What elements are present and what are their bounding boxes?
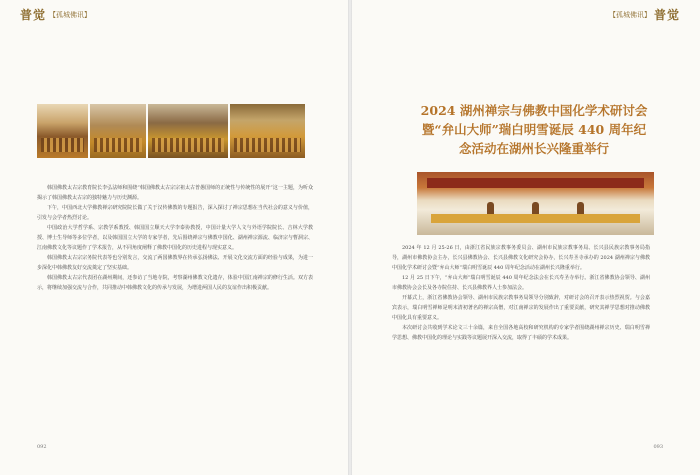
event-photo [37,104,88,158]
article-title [414,101,654,158]
event-photo [90,104,146,158]
speaker-figure [577,202,584,214]
column-tag: 【孤城佛讯】 [49,10,92,19]
paragraph: 韩国佛教太古宗代表团在湖州期间，还参访了当地寺院，考察湖州佛教文化遗存，体验中国江南禅宗的修行生活。双方表示，将继续加强交流与合作，共同推动中韩佛教文化的传承与发展，为增进两国人民的友谊作出积极贡献。 [37,275,313,291]
article-body [392,243,650,343]
right-page [352,0,700,475]
left-header [20,6,91,23]
crowd-figures [41,138,84,152]
paragraph: 2024 年 12 月 25-26 日，由浙江省民族宗教事务委员会、湖州市民族宗教事务局、长兴县民族宗教事务局指导，湖州市佛教协会主办，长兴县佛教协会、长兴县佛教文化研究会协办，长兴寿圣寺承办的 2024 湖州禅宗与佛教中国化学术研讨会暨“弁山大师”瑞白明雪诞辰 440 周年纪念活动在湖州长兴隆重举行。 [392,245,650,271]
conference-photo [417,172,654,235]
paragraph: 中国政治大学哲学系、宗教学系教授、韩国国立顺天大学李泰协教授，中国计量大学人文与外语学院院长、吉林大学教授、博士生导师等多位学者，以及韩国国立大学的专家学者，先后围绕禅宗与佛教中国化、湖州禅宗源流、临济宗与曹洞宗、江南佛教文化等议题作了学术报告，从不同角度阐释了佛教中国化的历史进程与现实意义。 [37,225,313,251]
paragraph: 本次研讨会共收到学术论文三十余篇，来自全国各地高校和研究机构的专家学者围绕湖州禅宗历史、瑞白明雪禅学思想、佛教中国化的理论与实践等议题展开深入交流，取得了丰硕的学术成果。 [392,325,650,341]
crowd-figures [152,138,224,152]
photo-strip [37,104,305,158]
paragraph: 开幕式上，浙江省佛教协会领导、湖州市民族宗教事务局领导分别致辞，对研讨会的召开表示热烈祝贺。与会嘉宾表示，瑞白明雪禅师是明末清初著名的禅宗高僧，对江南禅宗的发展作出了重要贡献，研究其禅学思想对推动佛教中国化具有重要意义。 [392,295,650,321]
page-number: 093 [653,444,663,450]
title-line: 2024 湖州禅宗与佛教中国化学术研讨会 [420,103,648,118]
paragraph: 下午，中国西北大学佛教禅宗研究院院长做了关于汉传佛教的专题报告，深入探讨了禅宗思想在当代社会的意义与价值，引发与会学者热烈讨论。 [37,205,313,221]
title-line: 念活动在湖州长兴隆重举行 [458,141,609,156]
right-header [609,6,680,23]
speaker-figure [487,202,494,214]
paragraph: 韩国佛教太古宗宗务院代表等也分别发言，交流了两国佛教界在传承弘扬佛法、开展文化交流方面的经验与成果，为进一步深化中韩佛教友好交流奠定了坚实基础。 [37,255,313,271]
magazine-logo: 普觉 [20,8,47,22]
crowd-figures [94,138,142,152]
event-photo [230,104,305,158]
column-tag: 【孤城佛讯】 [608,10,651,19]
article-body [37,183,313,293]
left-page [0,0,348,475]
crowd-figures [234,138,301,152]
stage-banner [427,178,644,188]
magazine-logo: 普觉 [653,8,680,22]
paragraph: 12 月 25 日下午，“弁山大师”瑞白明雪诞辰 440 周年纪念法会在长兴寿圣寺举行。浙江省佛教协会领导、湖州市佛教协会会长及各寺院住持、长兴县佛教界人士参加法会。 [392,275,650,291]
page-number: 092 [37,444,47,450]
paragraph: 韩国佛教太古宗教育院长李弘法师和围绕“韩国佛教太古宗宗祖太古普愚国师的正统性与传统性的展开”这一主题，为听众揭示了韩国佛教太古宗的独特魅力与历史渊源。 [37,185,313,201]
event-photo [148,104,228,158]
title-line: 暨“弁山大师”瑞白明雪诞辰 440 周年纪 [421,122,647,137]
stage-table [431,214,640,223]
speaker-figure [532,202,539,214]
